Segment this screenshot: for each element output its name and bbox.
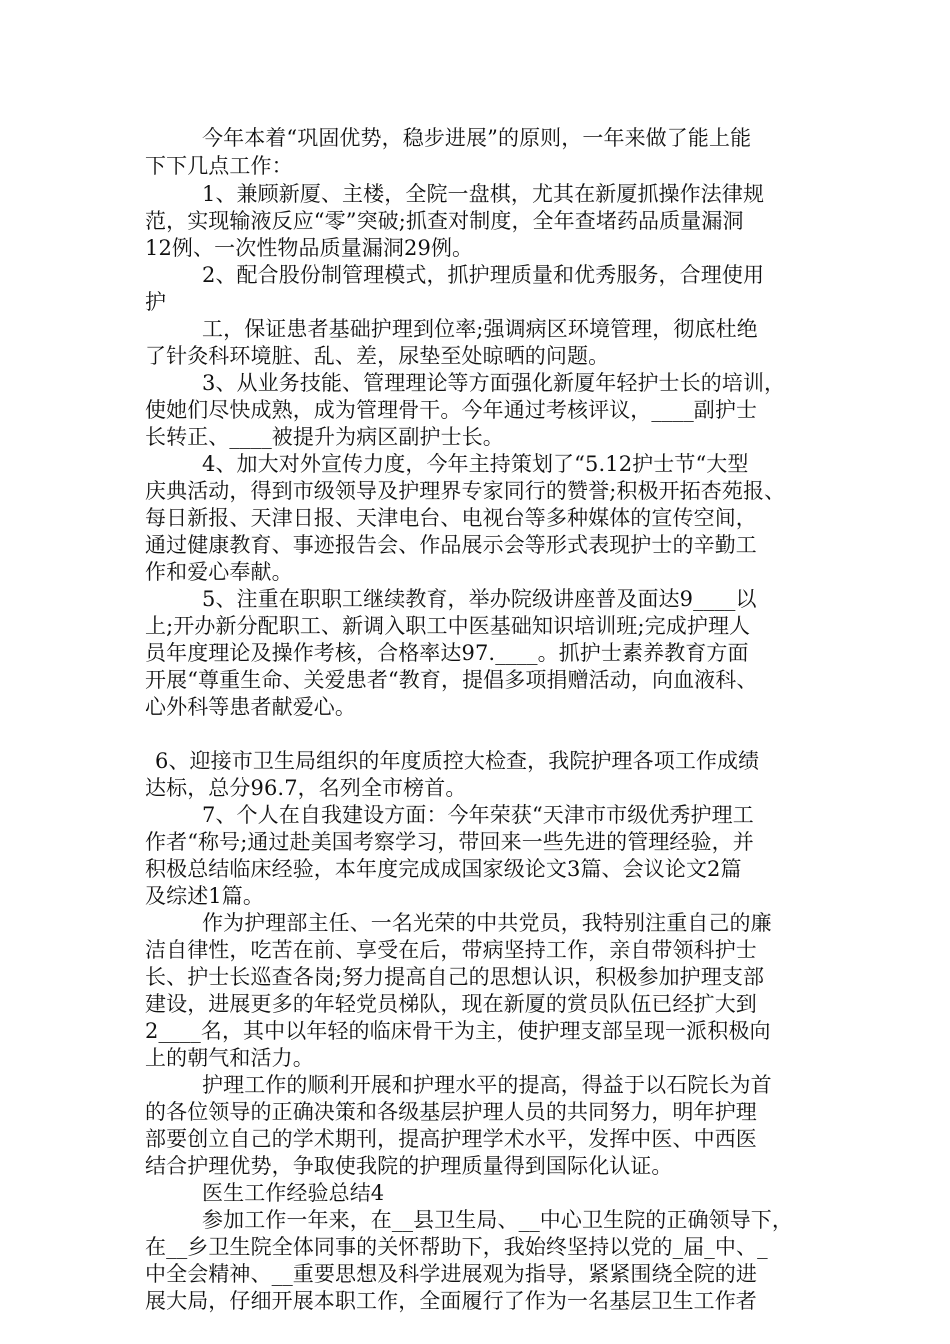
text-line: 使她们尽快成熟，成为管理骨干。今年通过考核评议，____副护士 (145, 398, 758, 422)
text-line: 部要创立自己的学术期刊，提高护理学术水平，发挥中医、中西医 (145, 1127, 757, 1151)
text-line: 今年本着“巩固优势，稳步进展”的原则，一年来做了能上能 (202, 126, 752, 150)
text-line: 护理工作的顺利开展和护理水平的提高，得益于以石院长为首 (202, 1073, 772, 1097)
text-line: 2、配合股份制管理模式，抓护理质量和优秀服务，合理使用 (202, 263, 765, 287)
text-line: 结合护理优势，争取使我院的护理质量得到国际化认证。 (145, 1154, 673, 1178)
text-line: 建设，进展更多的年轻党员梯队，现在新厦的赏员队伍已经扩大到 (145, 992, 757, 1016)
text-line: 展大局，仔细开展本职工作，全面履行了作为一名基层卫生工作者 (145, 1289, 757, 1313)
text-line: 范，实现输液反应“零”突破;抓查对制度，全年查堵药品质量漏洞 (145, 209, 744, 233)
text-line: 上;开办新分配职工、新调入职工中医基础知识培训班;完成护理人 (145, 614, 751, 638)
text-line: 长转正、____被提升为病区副护士长。 (145, 425, 504, 449)
text-line: 达标，总分96.7，名列全市榜首。 (145, 776, 467, 800)
text-line: 作为护理部主任、一名光荣的中共党员，我特别注重自己的廉 (202, 911, 772, 935)
text-line: 2____名，其中以年轻的临床骨干为主，使护理支部呈现一派积极向 (145, 1019, 771, 1043)
text-line: 每日新报、天津日报、天津电台、电视台等多种媒体的宣传空间， (145, 506, 757, 530)
text-line: 心外科等患者献爱心。 (145, 695, 356, 719)
text-line: 7、个人在自我建设方面：今年荣获“天津市市级优秀护理工 (202, 803, 754, 827)
text-line: 3、从业务技能、管理理论等方面强化新厦年轻护士长的培训， (202, 371, 786, 395)
text-line: 庆典活动，得到市级领导及护理界专家同行的赞誉;积极开拓杏苑报、 (145, 479, 786, 503)
text-line: 12例、一次性物品质量漏洞29例。 (145, 236, 474, 260)
text-line: 积极总结临床经验，本年度完成成国家级论文3篇、会议论文2篇 (145, 857, 742, 881)
text-line: 上的朝气和活力。 (145, 1046, 314, 1070)
text-line: 了针灸科环境脏、乱、差，尿垫至处晾晒的问题。 (145, 344, 610, 368)
text-line: 5、注重在职职工继续教育，举办院级讲座普及面达9____以 (202, 587, 757, 611)
text-line: 及综述1篇。 (145, 884, 264, 908)
text-line: 开展“尊重生命、关爱患者“教育，提倡多项捐赠活动，向血液科、 (145, 668, 758, 692)
text-line: 护 (145, 290, 167, 314)
text-line: 员年度理论及操作考核，合格率达97.____。抓护士素养教育方面 (145, 641, 749, 665)
text-line: 6、迎接市卫生局组织的年度质控大检查，我院护理各项工作成绩 (155, 749, 760, 773)
text-line: 作者“称号;通过赴美国考察学习，带回来一些先进的管理经验，并 (145, 830, 754, 854)
text-line: 下下几点工作： (145, 154, 293, 178)
text-line: 工，保证患者基础护理到位率;强调病区环境管理，彻底杜绝 (202, 317, 758, 341)
text-line: 的各位领导的正确决策和各级基层护理人员的共同努力，明年护理 (145, 1100, 757, 1124)
text-line: 洁自律性，吃苦在前、享受在后，带病坚持工作，亲自带领科护士 (145, 938, 757, 962)
text-line: 中全会精神、__重要思想及科学进展观为指导，紧紧围绕全院的进 (145, 1262, 757, 1286)
section-heading: 医生工作经验总结4 (202, 1181, 385, 1205)
text-line: 作和爱心奉献。 (145, 560, 293, 584)
text-line: 通过健康教育、事迹报告会、作品展示会等形式表现护士的辛勤工 (145, 533, 757, 557)
text-line: 参加工作一年来，在__县卫生局、__中心卫生院的正确领导下， (202, 1208, 793, 1232)
text-line: 在__乡卫生院全体同事的关怀帮助下，我始终坚持以党的_届_中、_ (145, 1235, 768, 1259)
text-line: 4、加大对外宣传力度，今年主持策划了“5.12护士节“大型 (202, 452, 749, 476)
text-line: 长、护士长巡查各岗;努力提高自己的思想认识，积极参加护理支部 (145, 965, 765, 989)
text-line: 1、兼顾新厦、主楼，全院一盘棋，尤其在新厦抓操作法律规 (202, 182, 765, 206)
